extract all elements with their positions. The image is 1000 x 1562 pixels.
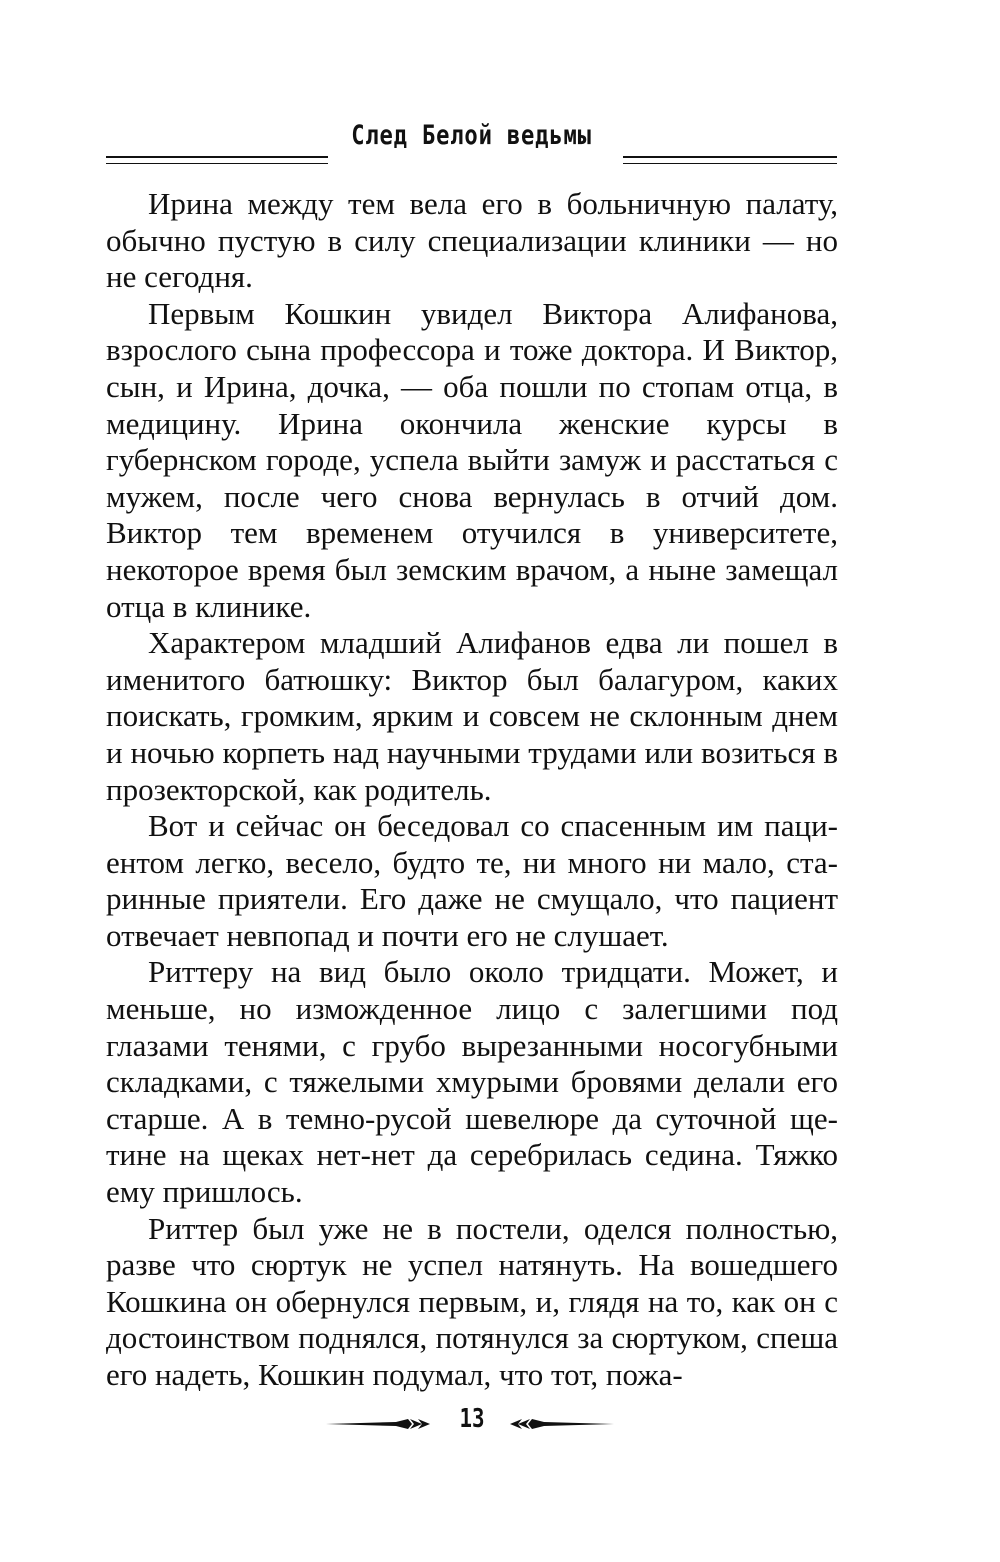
page-footer [0, 1404, 1000, 1444]
running-title: След Белой ведьмы [351, 120, 592, 151]
paragraph: Первым Кошкин увидел Виктора Алифанова, взрослого сына профессора и тоже доктора. И Виктор, сын, и Ирина, дочка, — оба пошли по стопам отца, в медицину. Ирина окончила женские курсы в губернском городе, успела выйти замуж и расстаться с мужем, после чего снова вернулась в отчий дом. Виктор тем временем отучился в университете, некоторое время был земским врачом, а ныне замещал отца в клинике. [106, 295, 838, 624]
header-rule-right-thin [623, 163, 837, 164]
header-rule-right [623, 156, 837, 158]
ornament-right-icon [510, 1416, 614, 1432]
paragraph: Вот и сейчас он беседовал со спасенным им пациентом легко, весело, будто те, ни много ни мало, старинные приятели. Его даже не смущало, что пациент отвечает невпопад и почти его не слушает. [106, 808, 838, 953]
paragraph: Риттеру на вид было около тридцати. Может, и меньше, но изможденное лицо с залегшими под глазами тенями, с грубо вырезанными носогубными складками, с тяжелыми хмурыми бровями делали его старше. А в темно-русой шевелюре да суточной щетине на щеках нет-нет да серебрилась седина. Тяжко ему пришлось. [106, 954, 838, 1210]
paragraph: Характером младший Алифанов едва ли пошел в именитого батюшку: Виктор был балагуром, каких поискать, громким, ярким и совсем не склонным днем и ночью корпеть над научными трудами или возиться в прозекторской, как родитель. [106, 625, 838, 807]
running-header [106, 112, 837, 164]
ornament-left-icon [326, 1416, 430, 1432]
page-number: 13 [459, 1404, 485, 1434]
paragraph: Ирина между тем вела его в больничную палату, обычно пустую в силу специализации клиники — но не сегодня. [106, 186, 838, 295]
header-rule-left-thin [106, 163, 328, 164]
body-text [106, 186, 838, 1394]
paragraph: Риттер был уже не в постели, оделся полностью, разве что сюртук не успел натянуть. На вошедшего Кошкина он обернулся первым, и, глядя на то, как он с достоинством поднялся, потянулся за сюртуком, спеша его надеть, Кошкин подумал, что тот, пожа- [106, 1210, 838, 1392]
header-rule-left [106, 156, 328, 158]
